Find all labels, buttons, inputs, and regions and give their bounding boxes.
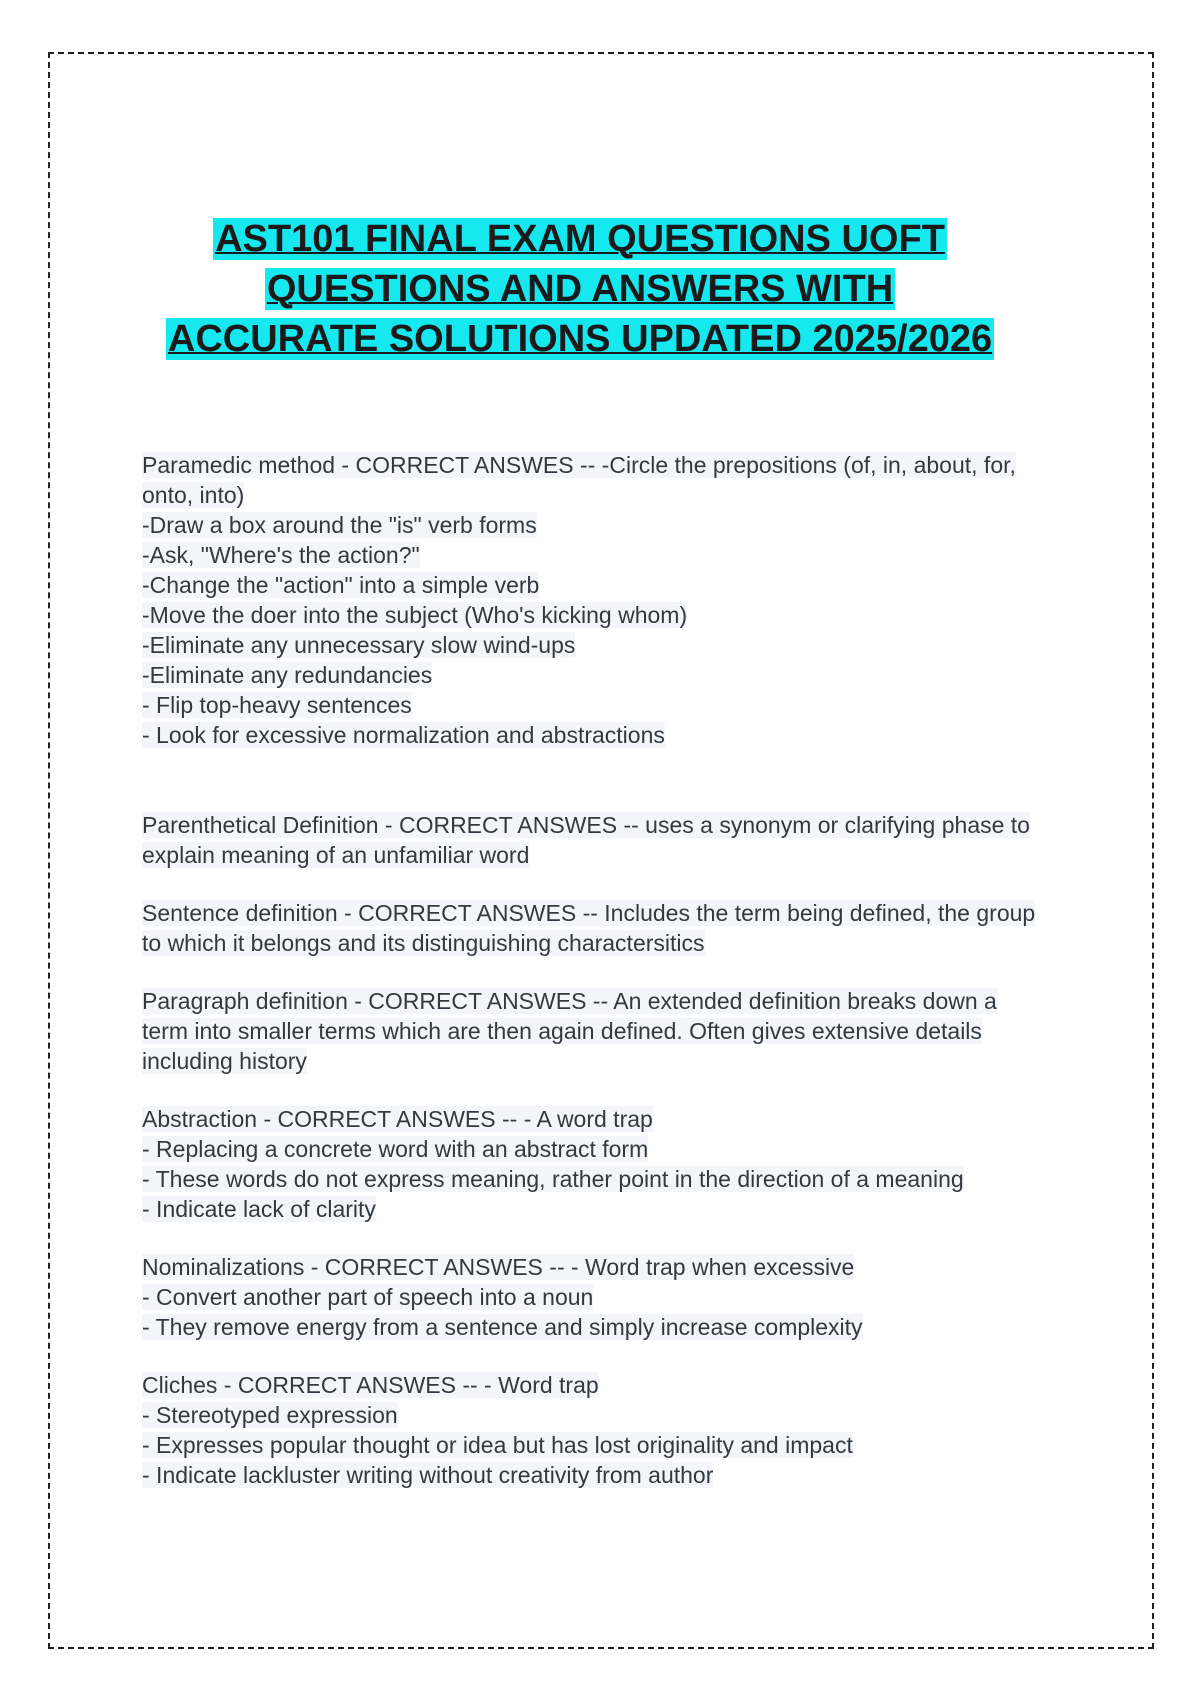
line-text: explain meaning of an unfamiliar word [142,842,530,868]
line-text: term into smaller terms which are then again defined. Often gives extensive details [142,1018,982,1044]
line-text: Cliches - CORRECT ANSWES -- - Word trap [142,1372,599,1398]
text-line [142,1460,1082,1490]
line-text: Paramedic method - CORRECT ANSWES -- -Circle the prepositions (of, in, about, for, [142,452,1016,478]
line-text: - Convert another part of speech into a noun [142,1284,594,1310]
line-text: - Replacing a concrete word with an abstract form [142,1136,649,1162]
text-line [142,600,1082,630]
text-line [142,810,1082,840]
line-text: -Eliminate any redundancies [142,662,433,688]
text-line [142,1046,1082,1076]
text-line [142,510,1082,540]
text-line [142,450,1082,480]
line-text: -Draw a box around the "is" verb forms [142,512,537,538]
text-line [142,1194,1082,1224]
qa-entry-paragraph-definition [142,986,1082,1076]
text-line [142,1164,1082,1194]
text-line [142,630,1082,660]
text-line [142,540,1082,570]
line-text: -Change the "action" into a simple verb [142,572,540,598]
line-text: - Expresses popular thought or idea but has lost originality and impact [142,1432,853,1458]
line-text: - These words do not express meaning, rather point in the direction of a meaning [142,1166,964,1192]
text-line [142,840,1082,870]
qa-content [142,450,1082,1518]
text-line [142,1370,1082,1400]
qa-entry-nominalizations [142,1252,1082,1342]
line-text: Parenthetical Definition - CORRECT ANSWES -- uses a synonym or clarifying phase to [142,812,1030,838]
qa-entry-cliches [142,1370,1082,1490]
title-text: AST101 FINAL EXAM QUESTIONS UOFT [215,218,945,260]
title-line [60,264,1100,314]
line-text: - Indicate lackluster writing without creativity from author [142,1462,714,1488]
text-line [142,1104,1082,1134]
text-line [142,1134,1082,1164]
line-text: - Indicate lack of clarity [142,1196,376,1222]
document-title [60,214,1100,364]
text-line [142,1400,1082,1430]
title-line [60,314,1100,364]
line-text: Abstraction - CORRECT ANSWES -- - A word trap [142,1106,653,1132]
text-line [142,480,1082,510]
text-line [142,1430,1082,1460]
text-line [142,986,1082,1016]
text-line [142,660,1082,690]
line-text: Paragraph definition - CORRECT ANSWES -- An extended definition breaks down a [142,988,997,1014]
text-line [142,570,1082,600]
title-text: ACCURATE SOLUTIONS UPDATED 2025/2026 [167,318,993,360]
line-text: Sentence definition - CORRECT ANSWES -- Includes the term being defined, the group [142,900,1036,926]
line-text: - Stereotyped expression [142,1402,398,1428]
line-text: -Move the doer into the subject (Who's kicking whom) [142,602,688,628]
line-text: Nominalizations - CORRECT ANSWES -- - Word trap when excessive [142,1254,855,1280]
text-line [142,690,1082,720]
text-line [142,1252,1082,1282]
text-line [142,898,1082,928]
qa-entry-paramedic-method [142,450,1082,750]
text-line [142,928,1082,958]
line-text: including history [142,1048,307,1074]
text-line [142,1016,1082,1046]
line-text: to which it belongs and its distinguishing charactersitics [142,930,705,956]
text-line [142,1312,1082,1342]
line-text: onto, into) [142,482,245,508]
text-line [142,1282,1082,1312]
qa-entry-parenthetical-definition [142,810,1082,870]
line-text: - They remove energy from a sentence and simply increase complexity [142,1314,863,1340]
title-text: QUESTIONS AND ANSWERS WITH [266,268,894,310]
line-text: - Look for excessive normalization and abstractions [142,722,665,748]
qa-entry-abstraction [142,1104,1082,1224]
line-text: -Ask, "Where's the action?" [142,542,420,568]
line-text: - Flip top-heavy sentences [142,692,412,718]
text-line [142,720,1082,750]
qa-entry-sentence-definition [142,898,1082,958]
line-text: -Eliminate any unnecessary slow wind-ups [142,632,576,658]
title-line [60,214,1100,264]
